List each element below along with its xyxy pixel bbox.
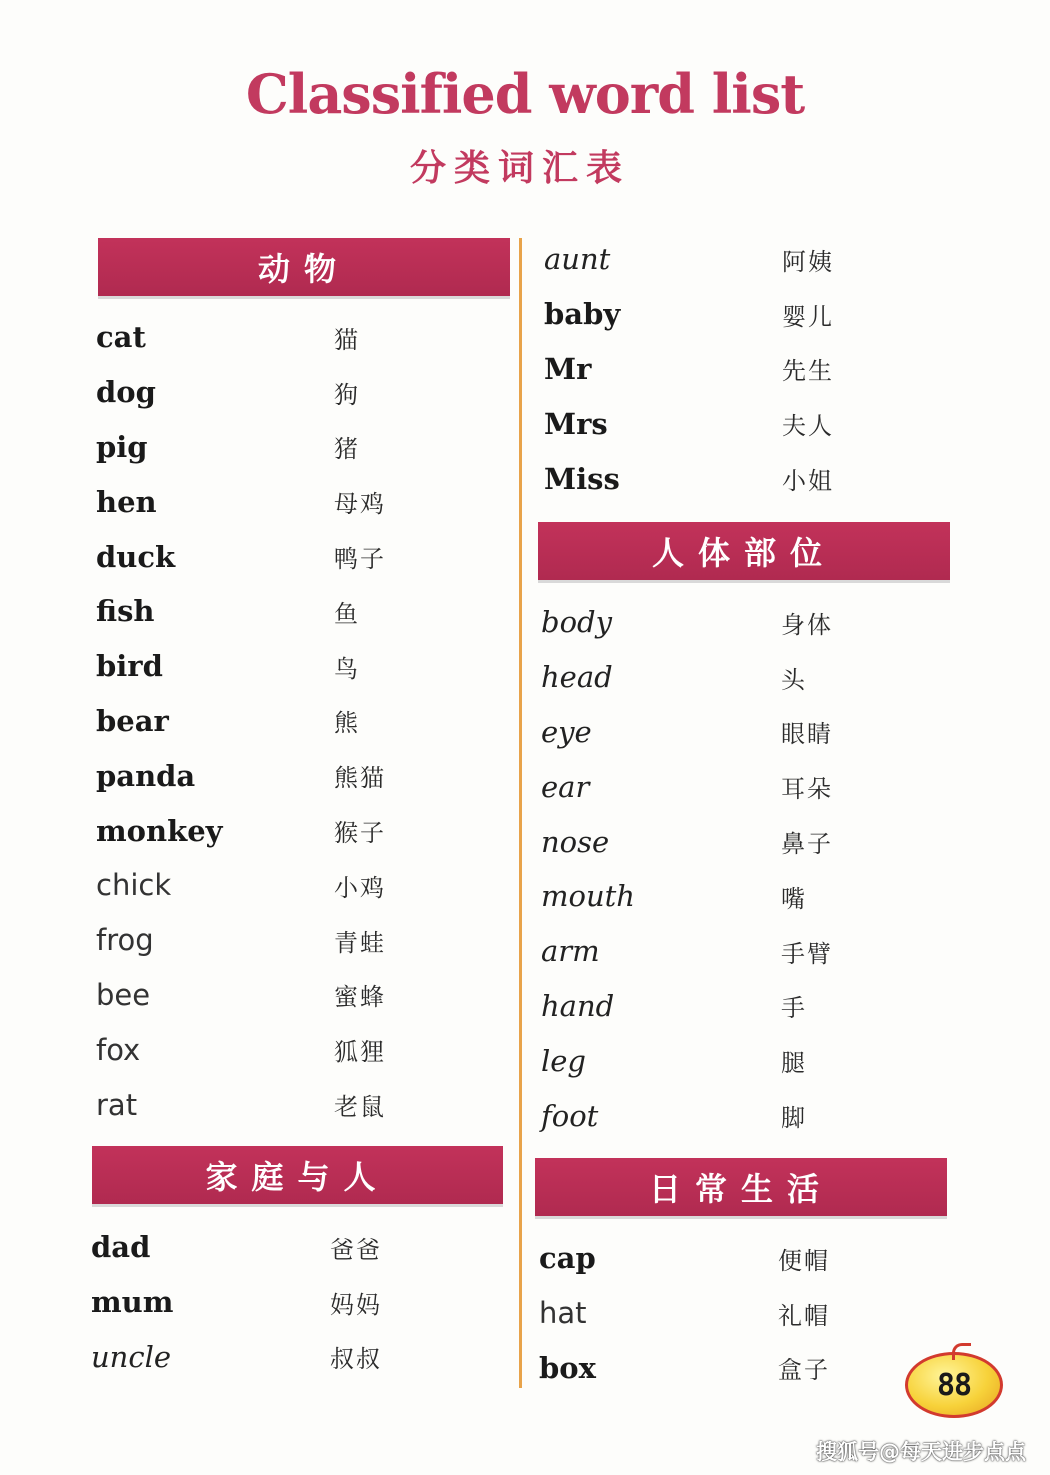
word-english: dad xyxy=(91,1230,151,1265)
word-chinese: 嘴 xyxy=(781,884,807,913)
word-chinese: 猴子 xyxy=(334,819,386,848)
word-chinese: 脚 xyxy=(781,1104,807,1133)
word-chinese: 身体 xyxy=(781,610,833,639)
word-row xyxy=(541,650,833,705)
word-row xyxy=(91,1275,382,1330)
word-english: mum xyxy=(91,1285,174,1320)
word-english: dog xyxy=(96,375,156,410)
word-chinese: 鼻子 xyxy=(781,830,833,859)
word-chinese: 鸟 xyxy=(334,654,360,683)
word-chinese: 耳朵 xyxy=(781,775,833,804)
word-row xyxy=(96,1022,386,1077)
section-header-family-label: 家庭与人 xyxy=(205,1158,390,1196)
word-row xyxy=(541,705,833,760)
section-header-daily-life xyxy=(535,1158,947,1216)
word-chinese: 猫 xyxy=(334,325,360,354)
word-chinese: 熊 xyxy=(334,709,360,738)
word-chinese: 熊猫 xyxy=(334,764,386,793)
word-english: mouth xyxy=(541,879,635,914)
word-chinese: 便帽 xyxy=(778,1246,830,1275)
word-english: foot xyxy=(541,1098,599,1133)
word-row xyxy=(96,694,386,749)
word-row xyxy=(541,595,833,650)
section-header-animals-label: 动物 xyxy=(257,250,350,288)
word-chinese: 叔叔 xyxy=(330,1345,382,1374)
word-row xyxy=(544,287,834,342)
section-header-animals xyxy=(98,238,510,296)
word-english: bear xyxy=(96,703,169,738)
word-english: bee xyxy=(96,977,151,1012)
word-chinese: 狗 xyxy=(334,380,360,409)
word-english: pig xyxy=(96,429,148,464)
word-english: baby xyxy=(544,297,621,332)
word-row xyxy=(96,748,386,803)
word-english: arm xyxy=(541,934,600,969)
word-row xyxy=(541,1088,833,1143)
word-english: monkey xyxy=(96,813,223,848)
word-row xyxy=(96,1077,386,1132)
word-row xyxy=(544,342,834,397)
word-chinese: 小鸡 xyxy=(334,873,386,902)
section-header-body-parts-label: 人体部位 xyxy=(651,534,836,572)
word-list-body-parts xyxy=(541,595,833,1143)
word-english: frog xyxy=(96,923,154,958)
word-chinese: 青蛙 xyxy=(334,928,386,957)
word-chinese: 礼帽 xyxy=(778,1301,830,1330)
word-english: hand xyxy=(541,988,615,1023)
word-english: rat xyxy=(96,1087,138,1122)
word-row xyxy=(91,1220,382,1275)
word-row xyxy=(96,310,386,365)
word-chinese: 腿 xyxy=(781,1049,807,1078)
word-english: Mr xyxy=(544,351,592,386)
word-english: chick xyxy=(96,868,172,903)
word-row xyxy=(541,924,833,979)
word-row xyxy=(91,1330,382,1385)
word-english: leg xyxy=(541,1043,587,1078)
word-row xyxy=(539,1286,830,1341)
word-row xyxy=(96,584,386,639)
apple-stem-icon xyxy=(952,1343,971,1360)
word-english: hen xyxy=(96,484,157,519)
word-chinese: 先生 xyxy=(782,357,834,386)
word-chinese: 蜜蜂 xyxy=(334,983,386,1012)
word-english: ear xyxy=(541,769,590,804)
word-english: panda xyxy=(96,758,196,793)
word-list-daily-life xyxy=(539,1231,830,1395)
word-chinese: 小姐 xyxy=(782,467,834,496)
word-chinese: 盒子 xyxy=(778,1356,830,1385)
word-row xyxy=(96,968,386,1023)
word-row xyxy=(96,858,386,913)
word-chinese: 老鼠 xyxy=(334,1093,386,1122)
word-english: bird xyxy=(96,649,163,684)
word-chinese: 眼睛 xyxy=(781,720,833,749)
word-row xyxy=(96,803,386,858)
word-row xyxy=(541,869,833,924)
word-english: eye xyxy=(541,714,592,749)
word-english: uncle xyxy=(91,1339,172,1374)
word-row xyxy=(541,814,833,869)
word-english: Mrs xyxy=(544,406,608,441)
word-row xyxy=(96,365,386,420)
word-english: hat xyxy=(539,1296,587,1331)
word-row xyxy=(544,232,834,287)
page-title-chinese: 分类词汇表 xyxy=(409,148,630,189)
word-row xyxy=(541,759,833,814)
word-row xyxy=(541,1033,833,1088)
word-row xyxy=(539,1341,830,1396)
word-english: fish xyxy=(96,594,155,629)
section-header-daily-life-label: 日常生活 xyxy=(648,1170,833,1208)
word-chinese: 狐狸 xyxy=(334,1038,386,1067)
word-chinese: 妈妈 xyxy=(330,1290,382,1319)
page-number: 88 xyxy=(936,1367,972,1403)
word-row xyxy=(544,451,834,506)
word-chinese: 爸爸 xyxy=(330,1235,382,1264)
page-title-english: Classified word list xyxy=(245,62,805,126)
word-english: duck xyxy=(96,539,176,574)
word-chinese: 夫人 xyxy=(782,412,834,441)
word-chinese: 阿姨 xyxy=(782,247,834,276)
word-english: fox xyxy=(96,1032,141,1067)
word-english: cat xyxy=(96,320,146,355)
word-english: nose xyxy=(541,824,610,859)
watermark: 搜狐号@每天进步点点 xyxy=(816,1440,1026,1464)
word-chinese: 鱼 xyxy=(334,599,360,628)
word-english: Miss xyxy=(544,461,620,496)
word-list-animals xyxy=(96,310,386,1132)
word-row xyxy=(541,979,833,1034)
word-list-family-left xyxy=(91,1220,382,1384)
word-row xyxy=(544,396,834,451)
word-chinese: 手臂 xyxy=(781,939,833,968)
word-english: head xyxy=(541,660,613,695)
word-chinese: 手 xyxy=(781,994,807,1023)
word-row xyxy=(96,913,386,968)
word-chinese: 母鸡 xyxy=(334,490,386,519)
word-english: aunt xyxy=(544,242,611,277)
word-row xyxy=(96,529,386,584)
section-header-family xyxy=(92,1146,503,1204)
word-english: cap xyxy=(539,1241,596,1276)
word-row xyxy=(539,1231,830,1286)
section-header-body-parts xyxy=(538,522,950,580)
word-row xyxy=(96,639,386,694)
word-row xyxy=(96,420,386,475)
word-english: body xyxy=(541,605,612,640)
page-number-badge xyxy=(905,1352,1003,1418)
word-chinese: 猪 xyxy=(334,435,360,464)
word-chinese: 头 xyxy=(781,665,807,694)
word-english: box xyxy=(539,1350,596,1385)
word-chinese: 鸭子 xyxy=(334,545,386,574)
word-list-family-right xyxy=(544,232,834,506)
column-divider xyxy=(519,238,522,1388)
word-row xyxy=(96,474,386,529)
word-chinese: 婴儿 xyxy=(782,302,834,331)
